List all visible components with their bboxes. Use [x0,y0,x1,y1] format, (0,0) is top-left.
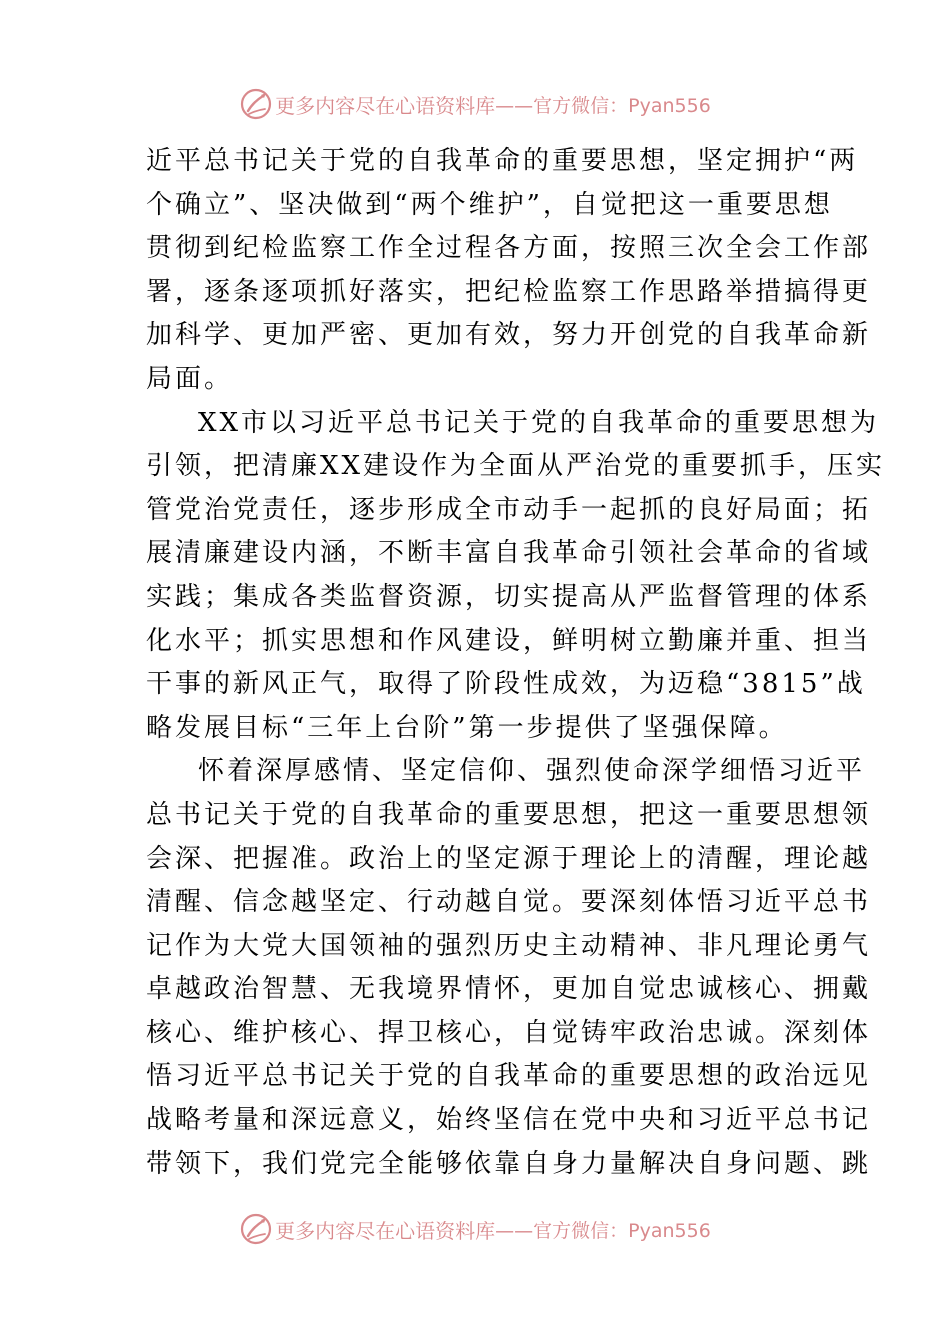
paragraph-2 [146,402,886,751]
text-line: 干事的新风正气，取得了阶段性成效，为迈稳“3815”战 [146,669,866,700]
text-line: 展清廉建设内涵，不断丰富自我革命引领社会革命的省域 [146,538,872,569]
text-line: 管党治党责任，逐步形成全市动手一起抓的良好局面；拓 [146,494,872,525]
footer-watermark-main-text: 更多内容尽在心语资料库 [275,1218,496,1243]
text-line: 化水平；抓实思想和作风建设，鲜明树立勤廉并重、担当 [146,625,872,656]
text-line: 近平总书记关于党的自我革命的重要思想，坚定拥护“两 [146,146,859,176]
text-line: 个确立”、坚决做到“两个维护”，自觉把这一重要思想 [146,189,833,220]
pen-logo-icon [239,1212,273,1246]
text-line: 怀着深厚感情、坚定信仰、强烈使命深学细悟习近平 [198,756,866,787]
text-line: XX市以习近平总书记关于党的自我革命的重要思想为 [198,407,880,438]
text-line: 记作为大党大国领袖的强烈历史主动精神、非凡理论勇气 [146,930,872,961]
text-line: 卓越政治智慧、无我境界情怀，更加自觉忠诚核心、拥戴 [146,974,872,1005]
header-watermark-main-text: 更多内容尽在心语资料库 [275,93,496,118]
text-line: 核心、维护核心、捍卫核心，自觉铸牢政治忠诚。深刻体 [146,1017,872,1048]
text-line: 加科学、更加严密、更加有效，努力开创党的自我革命新 [146,320,872,351]
paragraph-3 [146,750,872,1186]
footer-watermark [0,1209,950,1249]
text-line: 会深、把握准。政治上的坚定源于理论上的清醒，理论越 [146,843,872,874]
text-line: 引领，把清廉XX建设作为全面从严治党的重要抓手，压实 [146,451,886,482]
text-line: 清醒、信念越坚定、行动越自觉。要深刻体悟习近平总书 [146,887,872,918]
text-line: 贯彻到纪检监察工作全过程各方面，按照三次全会工作部 [146,233,872,264]
header-watermark-wechat-text: ——官方微信：Pyan556 [495,94,711,117]
text-line: 署，逐条逐项抓好落实，把纪检监察工作思路举措搞得更 [146,276,872,307]
text-line: 局面。 [146,363,234,394]
text-line: 总书记关于党的自我革命的重要思想，把这一重要思想领 [146,799,872,830]
text-line: 带领下，我们党完全能够依靠自身力量解决自身问题、跳 [146,1148,872,1179]
paragraph-1 [146,140,872,402]
text-line: 战略考量和深远意义，始终坚信在党中央和习近平总书记 [146,1105,872,1136]
document-body [146,140,886,1186]
text-line: 实践；集成各类监督资源，切实提高从严监督管理的体系 [146,581,872,612]
text-line: 略发展目标“三年上台阶”第一步提供了坚强保障。 [146,712,788,743]
header-watermark [0,84,950,124]
footer-watermark-wechat-text: ——官方微信：Pyan556 [495,1219,711,1242]
text-line: 悟习近平总书记关于党的自我革命的重要思想的政治远见 [146,1061,872,1092]
pen-logo-icon [239,87,273,121]
